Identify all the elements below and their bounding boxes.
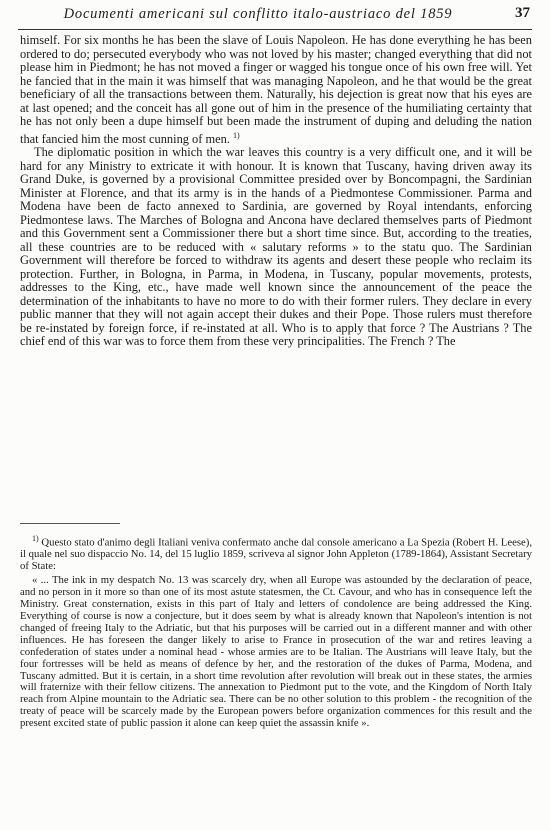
running-title: Documenti americani sul conflitto italo-austriaco del 1859 xyxy=(63,6,453,22)
footnote-marker: 1) xyxy=(32,534,39,543)
footnote-quote: « ... The ink in my despatch No. 13 was scarcely dry, when all Europe was astounded by the declaration of peace, and no person in it more so than one of its most astute statesmen, the Ct. Cavour, and who has in consequence left the Ministry. Great consternation, exists in this part of Italy and letters of condolence are being addressed the King. Everything of course is now a conjecture, but it does seem by what is already known that Napoleon's intention is not changed of freeing Italy to the Adriatic, but that his purposes will be carried out in a different manner and with other influences. He has foreseen the danger likely to arise to France in prosecution of the war and retires leaving a confederation of states under a nominal head - whose armies are to be Italian. The Austrians will leave Italy, but the four fortresses will be held as means of defence by her, and the restoration of the dukes of Parma, Modena, and Tuscany admitted. But it is certain, in a short time revolution after revolution will break out in these states, the armies will fraternize with their fellow citizens. The annexation to Piedmont put to the vote, and the Kingdom of North Italy reach from Alpine mountain to the Adriatic sea. There can be no other solution to this problem - the recognition of the treaty of peace will be scarcely made by the European powers before organization commences for this result and the present excited state of public passion it alone can keep quiet the assassin knife ». xyxy=(20,574,532,730)
header-rule xyxy=(18,29,532,30)
footnote-intro-paragraph xyxy=(20,533,532,573)
body-paragraph-2: The diplomatic position in which the war leaves this country is a very difficult one, and it will be hard for any Ministry to extricate it with honour. It is known that Tuscany, having driven away its Grand Duke, is governed by a provisional Committee presided over by Boncompagni, the Sardinian Minister at Florence, and that its army is in the hands of a Piedmontese Commissioner. Parma and Modena have been de facto annexed to Sardinia, are governed by Royal intendants, enforcing Piedmontese laws. The Marches of Bologna and Ancona have declared themselves parts of Piedmont and this Government sent a Commissioner there but a short time since. But, according to the treaties, all these countries are to be reduced with « salutary reforms » to the statu quo. The Sardinian Government will therefore be forced to withdraw its agents and desert these people who reclaim its protection. Further, in Bologna, in Parma, in Modena, in Tuscany, popular movements, protests, addresses to the King, etc., have made well known since the announcement of the peace the determination of the inhabitants to have no more to do with their former rulers. They declare in every public manner that they will not again accept their dukes and their Pope. Those rulers must therefore be re-instated by foreign force, if re-instated at all. Who is to apply that force ? The Austrians ? The chief end of this war was to force them from these very principalities. The French ? The xyxy=(20,145,532,349)
body-text xyxy=(20,34,532,349)
body-paragraph-1-text: himself. For six months he has been the slave of Louis Napoleon. He has done everything he has been ordered to do; persecuted everybody who was not loved by his master; changed everything that did not please him in Piedmont; he has not moved a finger or wagged his tongue once of his own free will. Yet he fancied that in the main it was himself that was managing Napoleon, and he that would be the great beneficiary of all the transactions between them. Naturally, his dejection is great now that his eyes are at last opened; and the conceit has all gone out of him in the presence of the humiliating certainty that he has not only been a dupe himself but been made the instrument of duping and deluding the nation that fancied him the most cunning of men. xyxy=(20,33,532,146)
page-header xyxy=(36,6,530,26)
footnote-separator xyxy=(20,523,120,524)
body-paragraph-1 xyxy=(20,34,532,146)
footnote xyxy=(20,533,532,730)
footnote-intro: Questo stato d'animo degli Italiani veniva confermato anche dal console americano a La Spezia (Robert H. Leese), il quale nel suo dispaccio No. 14, del 15 luglio 1859, scriveva al signor John Appleton (1789-1864), Assistant Secretary of State: xyxy=(20,536,532,573)
footnote-reference: 1) xyxy=(233,130,240,140)
page-number: 37 xyxy=(515,5,530,21)
